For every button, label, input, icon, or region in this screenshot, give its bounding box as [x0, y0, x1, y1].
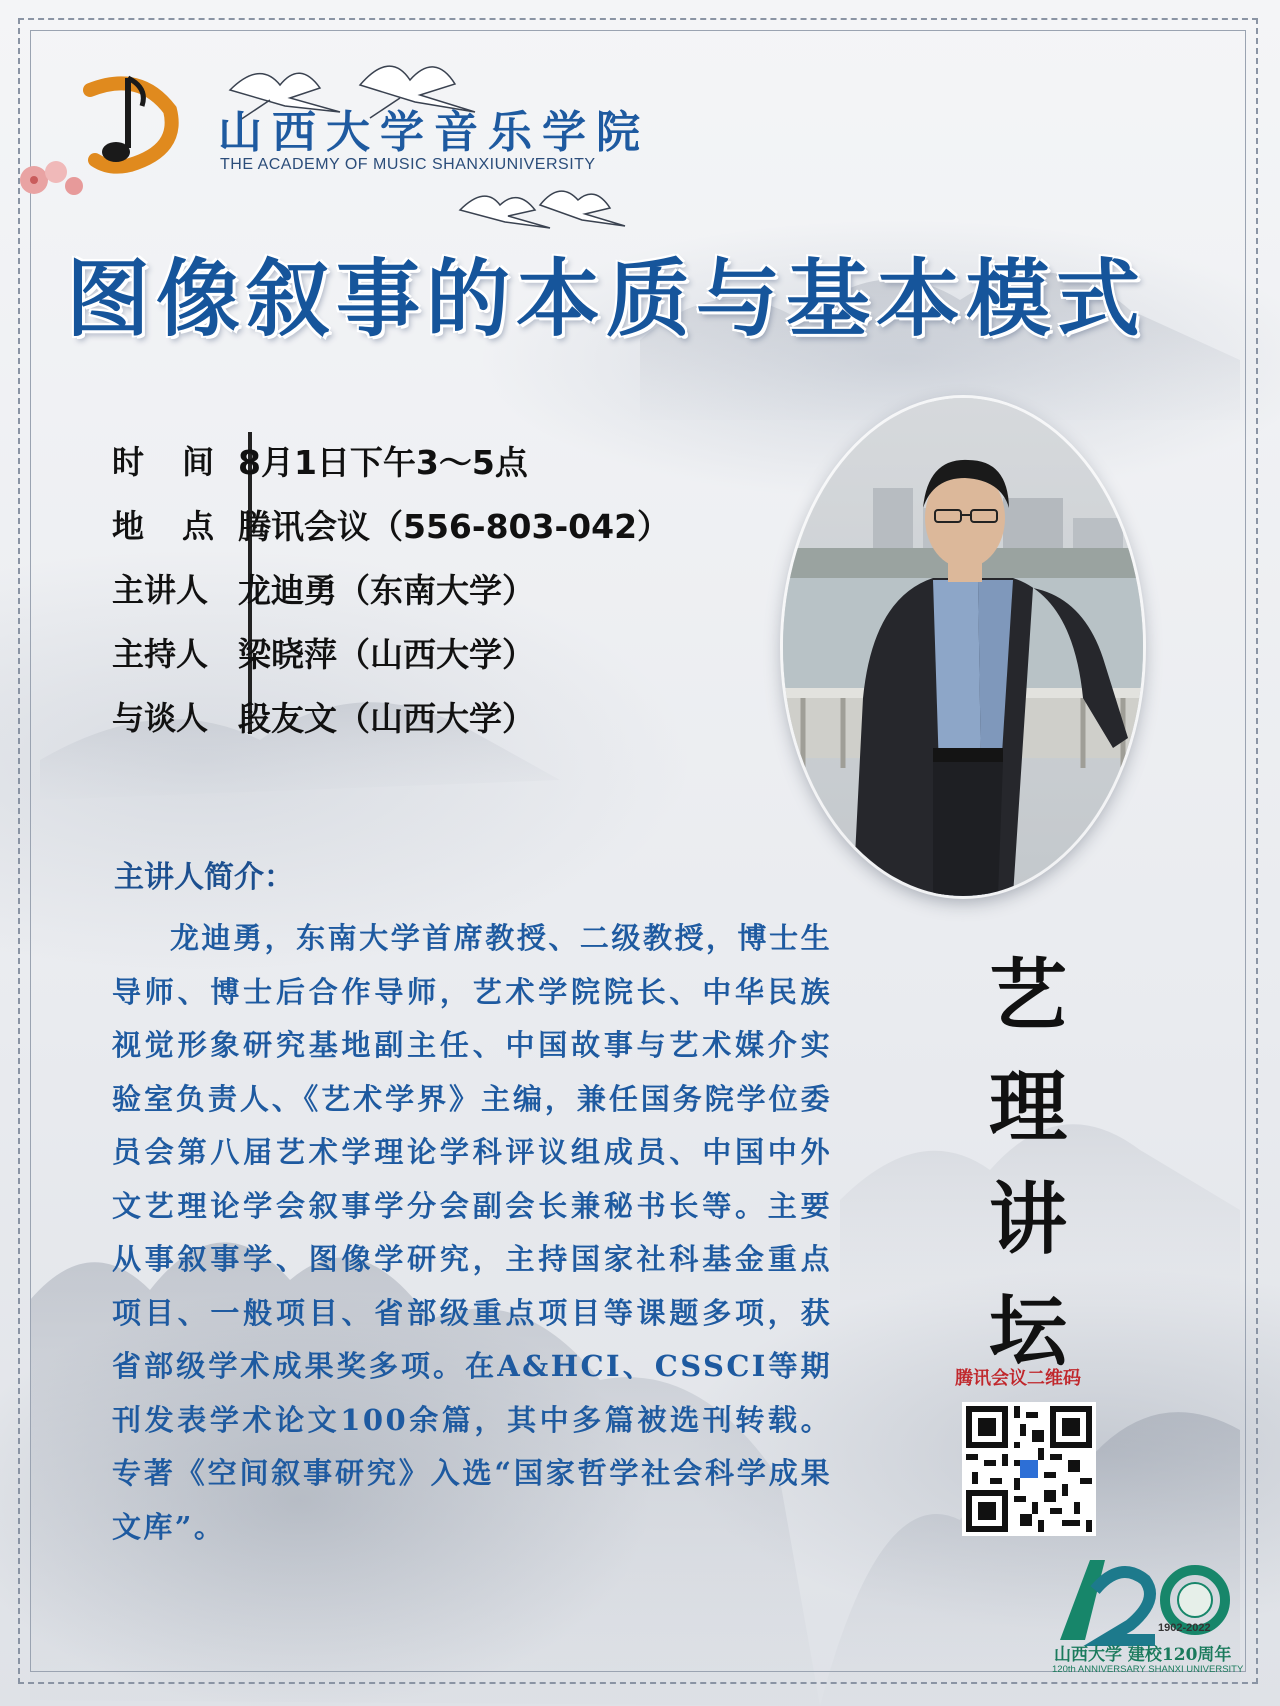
info-label: 时间	[112, 443, 253, 481]
info-value: 龙迪勇（东南大学）	[238, 570, 535, 610]
info-row-speaker	[112, 556, 670, 620]
event-info	[112, 428, 670, 748]
info-row-place	[112, 492, 670, 556]
info-label: 主持人	[112, 635, 209, 673]
music-note-logo-icon	[70, 70, 190, 180]
info-value: 梁晓萍（山西大学）	[238, 634, 535, 674]
forum-char: 理	[988, 1062, 1067, 1153]
info-label: 与谈人	[112, 699, 209, 737]
qr-code-icon	[966, 1406, 1092, 1532]
anniversary-en: 120th ANNIVERSARY SHANXI UNIVERSITY	[1052, 1664, 1244, 1675]
info-row-discussant	[112, 684, 670, 748]
intro-heading: 主讲人简介：	[114, 860, 294, 895]
forum-char: 坛	[988, 1286, 1067, 1377]
info-row-host	[112, 620, 670, 684]
anniversary-cn: 山西大学 建校120周年	[1054, 1645, 1232, 1665]
info-row-time	[112, 428, 670, 492]
speaker-portrait	[783, 398, 1143, 896]
info-label: 主讲人	[112, 571, 209, 609]
qr-code[interactable]	[962, 1402, 1096, 1536]
anniversary-years: 1902-2022	[1158, 1622, 1211, 1634]
info-label: 地点	[112, 507, 253, 545]
forum-name	[968, 940, 1088, 1388]
forum-char: 讲	[988, 1174, 1067, 1265]
intro-text: 龙迪勇，东南大学首席教授、二级教授，博士生导师、博士后合作导师，艺术学院院长、中华民族视觉形象研究基地副主任、中国故事与艺术媒介实验室负责人、《艺术学界》主编，兼任国务院学位委员会第八届艺术学理论学科评议组成员、中国中外文艺理论学会叙事学分会副会长兼秘书长等。主要从事叙事学、图像学研究，主持国家社科基金重点项目、一般项目、省部级重点项目等课题多项，获省部级学术成果奖多项。在A&HCI、CSSCI等期刊发表学术论文100余篇，其中多篇被选刊转载。专著《空间叙事研究》入选“国家哲学社会科学成果文库”。	[112, 921, 832, 1544]
info-value: 段友文（山西大学）	[238, 698, 535, 738]
info-value: 腾讯会议（556-803-042）	[238, 506, 671, 546]
lecture-title: 图像叙事的本质与基本模式	[66, 249, 1147, 348]
qr-label: 腾讯会议二维码	[955, 1368, 1081, 1389]
info-value: 8月1日下午3～5点	[238, 442, 528, 482]
school-name-en: THE ACADEMY OF MUSIC SHANXIUNIVERSITY	[220, 156, 596, 173]
forum-char: 艺	[988, 950, 1067, 1041]
school-name-cn: 山西大学音乐学院	[218, 107, 650, 158]
